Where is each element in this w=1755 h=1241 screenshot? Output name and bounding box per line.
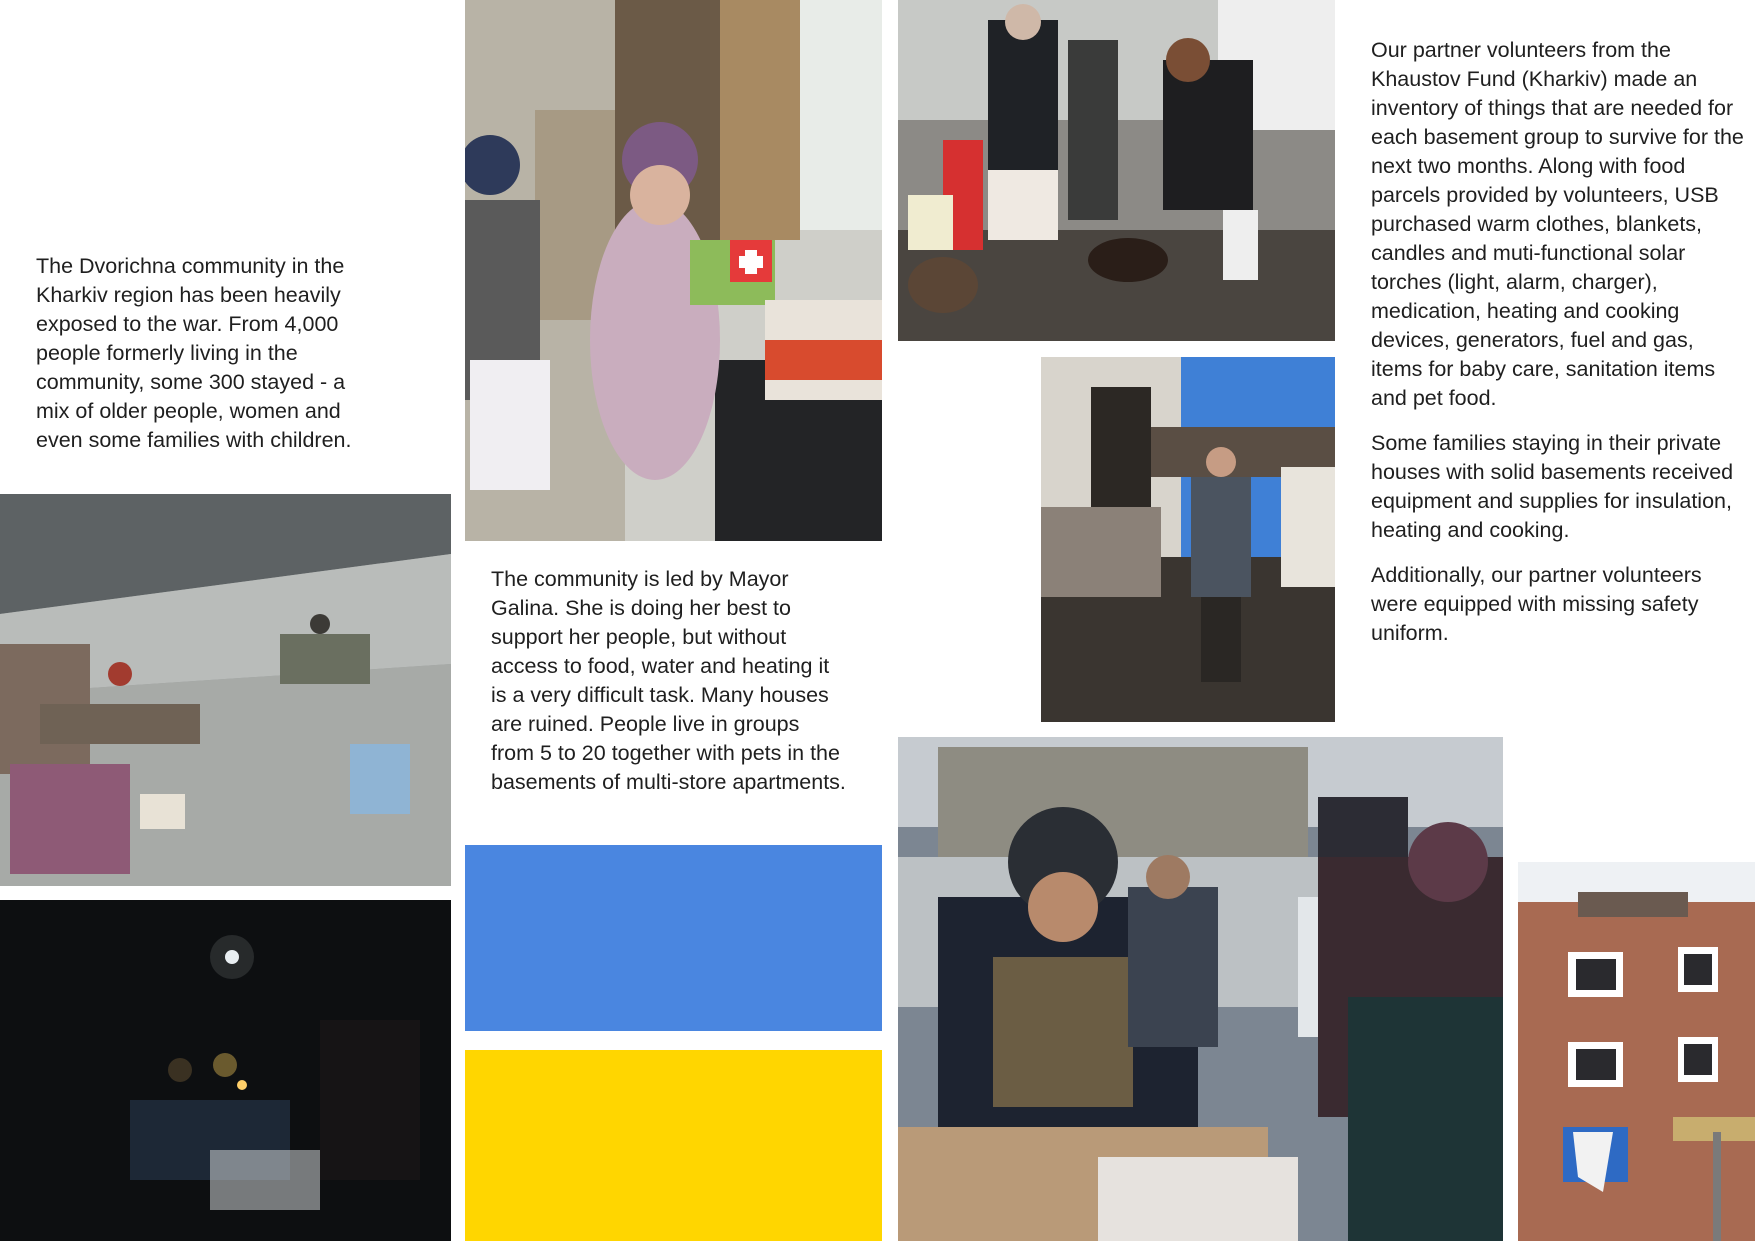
intro-paragraph: The Dvorichna community in the Kharkiv region has been heavily exposed to the war. From 4,000 people formerly living in the community, some 300 stayed - a mix of older people, women and even some families with children. [36,254,352,452]
photo-damaged-brick-building [1518,862,1755,1241]
photo-basement-dark [0,900,451,1241]
photo-volunteer-in-helmet [898,737,1503,1241]
flag-yellow-block [465,1050,882,1241]
photo-woman-with-aid-box [465,0,882,541]
mayor-paragraph: The community is led by Mayor Galina. She is doing her best to support her people, but without access to food, water and heating it is a very difficult task. Many houses are ruined. People live in groups from 5 to 20 together with pets in the basements of multi-store apartments. [491,567,846,794]
photo-man-damaged-house [1041,357,1335,722]
safety-paragraph: Additionally, our partner volunteers were equipped with missing safety uniform. [1371,563,1702,645]
photo-volunteers-with-dogs [898,0,1335,341]
flag-blue-block [465,845,882,1031]
photo-basement-shelter [0,494,451,886]
inventory-paragraph: Our partner volunteers from the Khaustov Fund (Kharkiv) made an inventory of things that are needed for each basement group to survive for the next two months. Along with food parcels provided by volunteers, USB purchased warm clothes, blankets, candles and muti-functional solar torches (light, alarm, charger), medication, heating and cooking devices, generators, fuel and gas, items for baby care, sanitation items and pet food. [1371,38,1744,410]
families-paragraph: Some families staying in their private houses with solid basements received equipment and supplies for insulation, heating and cooking. [1371,431,1734,542]
inventory-text [1371,36,1745,664]
mayor-text [491,565,846,813]
intro-text [36,252,381,471]
